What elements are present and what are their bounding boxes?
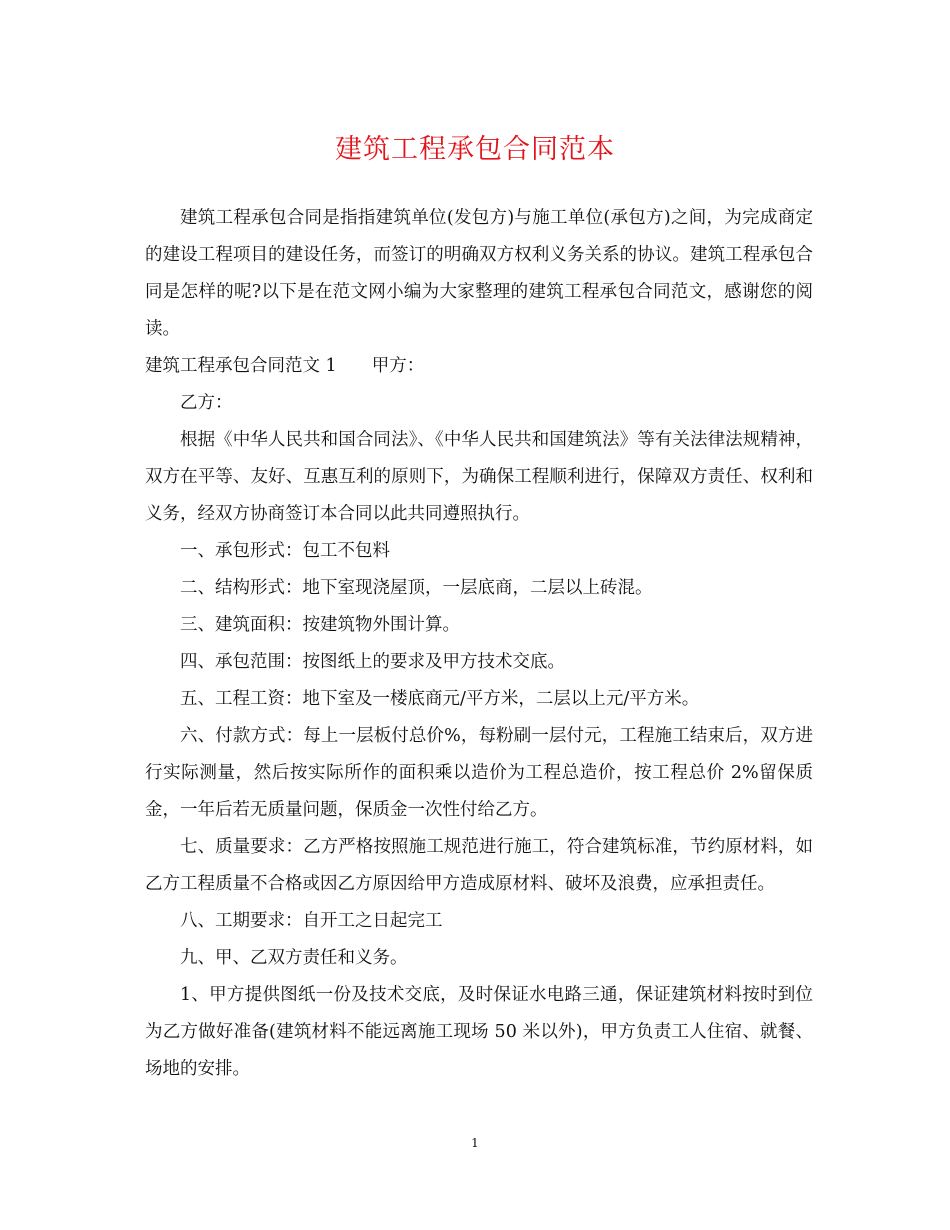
clause-5: 五、工程工资：地下室及一楼底商元/平方米，二层以上元/平方米。 xyxy=(180,689,700,709)
clause-4: 四、承包范围：按图纸上的要求及甲方技术交底。 xyxy=(180,652,565,672)
clause-1: 一、承包形式：包工不包料 xyxy=(180,541,390,561)
clause-3: 三、建筑面积：按建筑物外围计算。 xyxy=(180,615,460,635)
clause-7: 七、质量要求：乙方严格按照施工规范进行施工，符合建筑标准，节约原材料，如乙方工程质量不合格或因乙方原因给甲方造成原材料、破坏及浪费，应承担责任。 xyxy=(145,837,813,894)
clause-8: 八、工期要求：自开工之日起完工 xyxy=(180,911,443,931)
clause-9-item-1: 1、甲方提供图纸一份及技术交底，及时保证水电路三通，保证建筑材料按时到位为乙方做好准备(建筑材料不能远离施工现场 50 米以外)，甲方负责工人住宿、就餐、场地的安排。 xyxy=(145,985,813,1079)
page-number: 1 xyxy=(471,1136,479,1150)
document-body xyxy=(145,200,813,1088)
clause-2: 二、结构形式：地下室现浇屋顶，一层底商，二层以上砖混。 xyxy=(180,578,653,598)
clause-9: 九、甲、乙双方责任和义务。 xyxy=(180,948,408,968)
clause-6: 六、付款方式：每上一层板付总价%，每粉刷一层付元，工程施工结束后，双方进行实际测量，然后按实际所作的面积乘以造价为工程总造价，按工程总价 2%留保质金，一年后若无质量问题，保质金一次性付给乙方。 xyxy=(145,726,813,820)
party-b-line: 乙方： xyxy=(180,393,233,413)
document-title: 建筑工程承包合同范本 xyxy=(335,134,615,165)
basis-paragraph: 根据《中华人民共和国合同法》、《中华人民共和国建筑法》等有关法律法规精神，双方在平等、友好、互惠互利的原则下，为确保工程顺利进行，保障双方责任、权利和义务，经双方协商签订本合同以此共同遵照执行。 xyxy=(145,430,813,524)
intro-paragraph: 建筑工程承包合同是指指建筑单位(发包方)与施工单位(承包方)之间，为完成商定的建设工程项目的建设任务，而签订的明确双方权利义务关系的协议。建筑工程承包合同是怎样的呢?以下是在范文网小编为大家整理的建筑工程承包合同范文，感谢您的阅读。 xyxy=(145,208,813,339)
sample-heading-line: 建筑工程承包合同范文 1 甲方： xyxy=(145,356,425,376)
